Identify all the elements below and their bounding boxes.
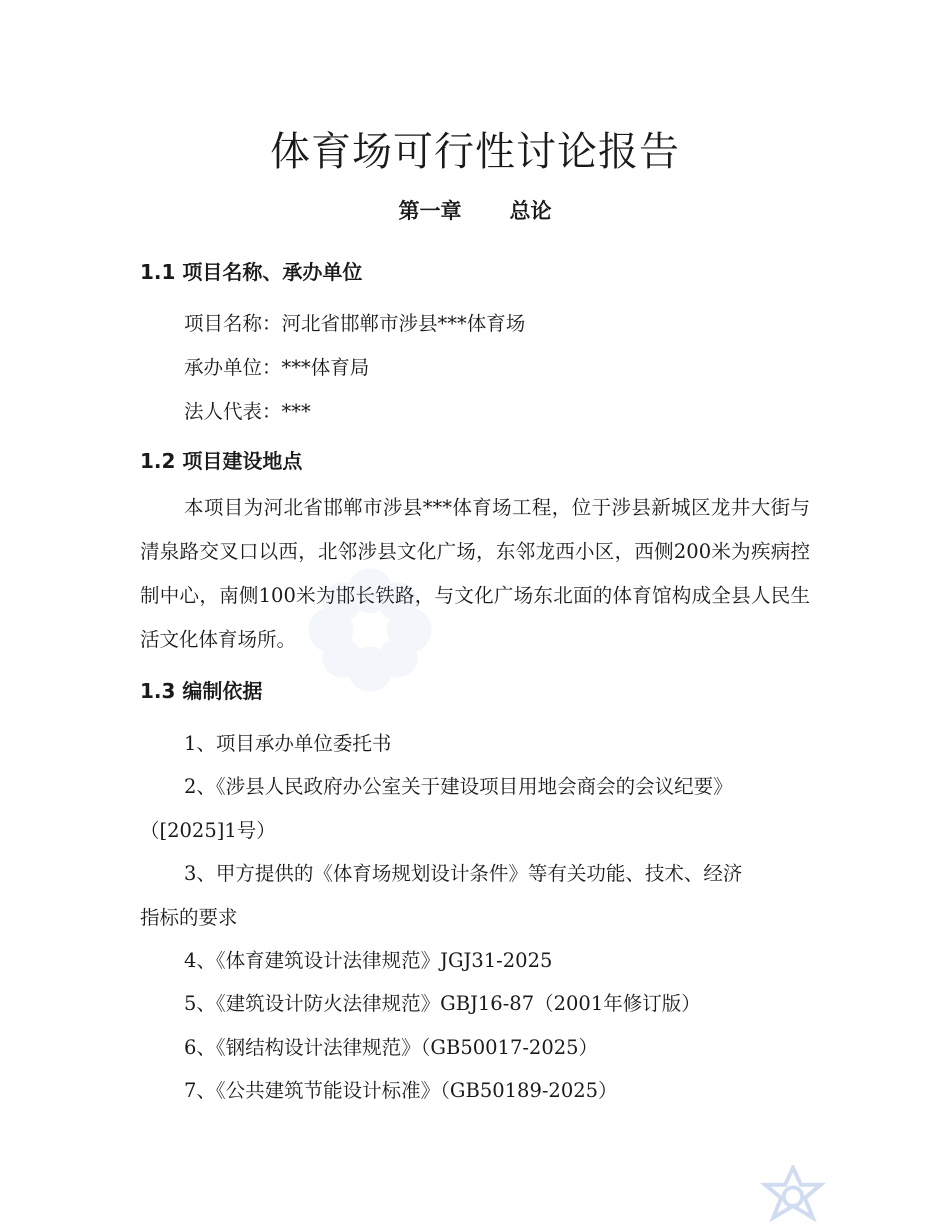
section-heading-1-2: 1.2 项目建设地点: [140, 449, 303, 473]
chapter-name: 总论: [509, 199, 552, 223]
section-heading-1-3: 1.3 编制依据: [140, 679, 263, 703]
section-heading-1-1: 1.1 项目名称、承办单位: [140, 260, 363, 284]
location-paragraph: 本项目为河北省邯郸市涉县***体育场工程，位于涉县新城区龙井大街与清泉路交叉口以西，北邻涉县文化广场，东邻龙西小区，西侧200米为疾病控制中心，南侧100米为邯长铁路，与文化广场东北面的体育馆构成全县人民生活文化体育场所。: [140, 496, 810, 651]
basis-item: 5、《建筑设计防火法律规范》GBJ16-87（2001年修订版）: [184, 992, 701, 1015]
corner-logo-icon: [760, 1165, 826, 1231]
basis-item: 2、《涉县人民政府办公室关于建设项目用地会商会的会议纪要》: [184, 775, 733, 798]
legal-rep-line: 法人代表：***: [184, 400, 311, 423]
basis-item: 7、《公共建筑节能设计标准》（GB50189-2025）: [184, 1079, 618, 1102]
project-name-line: 项目名称：河北省邯郸市涉县***体育场: [184, 312, 526, 335]
sponsor-line: 承办单位：***体育局: [184, 356, 370, 379]
basis-item: 3、甲方提供的《体育场规划设计条件》等有关功能、技术、经济: [184, 862, 743, 885]
chapter-heading: [0, 195, 950, 225]
document-title: 体育场可行性讨论报告: [270, 129, 680, 175]
basis-item: 6、《钢结构设计法律规范》（GB50017-2025）: [184, 1036, 599, 1059]
basis-item-continuation: 指标的要求: [140, 906, 238, 929]
basis-item: 1、项目承办单位委托书: [184, 732, 392, 755]
basis-item-continuation: （[2025]1号）: [140, 819, 276, 842]
chapter-label: 第一章: [398, 199, 462, 223]
basis-item: 4、《体育建筑设计法律规范》JGJ31-2025: [184, 949, 553, 972]
